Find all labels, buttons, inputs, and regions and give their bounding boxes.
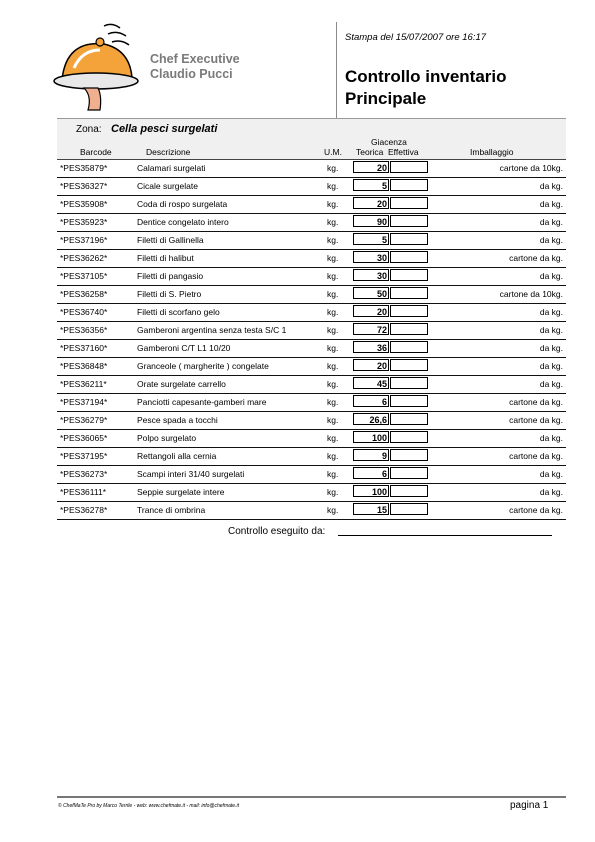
- effettiva-input: [390, 413, 428, 425]
- chef-full-name: Claudio Pucci: [150, 67, 233, 81]
- teorica-cell: 36: [353, 341, 389, 353]
- barcode-cell: *PES36327*: [60, 181, 108, 191]
- teorica-cell: 30: [353, 269, 389, 281]
- description-cell: Panciotti capesante-gamberi mare: [137, 397, 267, 407]
- column-header-um: U.M.: [324, 147, 342, 157]
- um-cell: kg.: [327, 163, 339, 173]
- teorica-cell: 90: [353, 215, 389, 227]
- imballaggio-cell: da kg.: [539, 433, 563, 443]
- teorica-cell: 20: [353, 161, 389, 173]
- imballaggio-cell: da kg.: [539, 487, 563, 497]
- barcode-cell: *PES37105*: [60, 271, 108, 281]
- imballaggio-cell: cartone da 10kg.: [499, 289, 563, 299]
- description-cell: Gamberoni C/T L1 10/20: [137, 343, 231, 353]
- table-row: [57, 304, 566, 322]
- barcode-cell: *PES36278*: [60, 505, 108, 515]
- barcode-cell: *PES36279*: [60, 415, 108, 425]
- table-row: [57, 484, 566, 502]
- teorica-cell: 20: [353, 305, 389, 317]
- barcode-cell: *PES36273*: [60, 469, 108, 479]
- description-cell: Filetti di scorfano gelo: [137, 307, 220, 317]
- column-header-teorica: Teorica: [356, 147, 384, 157]
- imballaggio-cell: da kg.: [539, 469, 563, 479]
- table-row: [57, 250, 566, 268]
- column-header-effettiva: Effettiva: [388, 147, 419, 157]
- effettiva-input: [390, 305, 428, 317]
- teorica-cell: 9: [353, 449, 389, 461]
- column-header-imballaggio: Imballaggio: [470, 147, 514, 157]
- teorica-cell: 20: [353, 359, 389, 371]
- table-row: [57, 178, 566, 196]
- um-cell: kg.: [327, 307, 339, 317]
- imballaggio-cell: cartone da kg.: [509, 505, 563, 515]
- description-cell: Coda di rospo surgelata: [137, 199, 228, 209]
- description-cell: Dentice congelato intero: [137, 217, 229, 227]
- teorica-cell: 5: [353, 179, 389, 191]
- imballaggio-cell: da kg.: [539, 235, 563, 245]
- teorica-cell: 5: [353, 233, 389, 245]
- page-title-line2: Principale: [345, 89, 427, 108]
- barcode-cell: *PES37195*: [60, 451, 108, 461]
- barcode-cell: *PES35879*: [60, 163, 108, 173]
- imballaggio-cell: da kg.: [539, 217, 563, 227]
- description-cell: Filetti di S. Pietro: [137, 289, 202, 299]
- zone-label: Zona:: [76, 124, 102, 135]
- um-cell: kg.: [327, 325, 339, 335]
- description-cell: Filetti di halibut: [137, 253, 194, 263]
- um-cell: kg.: [327, 217, 339, 227]
- description-cell: Calamari surgelati: [137, 163, 206, 173]
- description-cell: Filetti di pangasio: [137, 271, 204, 281]
- barcode-cell: *PES36111*: [60, 487, 106, 497]
- description-cell: Polpo surgelato: [137, 433, 197, 443]
- description-cell: Trance di ombrina: [137, 505, 206, 515]
- description-cell: Scampi interi 31/40 surgelati: [137, 469, 245, 479]
- um-cell: kg.: [327, 397, 339, 407]
- um-cell: kg.: [327, 181, 339, 191]
- um-cell: kg.: [327, 343, 339, 353]
- um-cell: kg.: [327, 505, 339, 515]
- imballaggio-cell: cartone da kg.: [509, 451, 563, 461]
- imballaggio-cell: da kg.: [539, 379, 563, 389]
- description-cell: Filetti di Gallinella: [137, 235, 204, 245]
- column-header-barcode: Barcode: [80, 147, 112, 157]
- effettiva-input: [390, 287, 428, 299]
- um-cell: kg.: [327, 415, 339, 425]
- barcode-cell: *PES37196*: [60, 235, 108, 245]
- teorica-cell: 15: [353, 503, 389, 515]
- imballaggio-cell: cartone da kg.: [509, 397, 563, 407]
- page-title: [345, 66, 507, 110]
- description-cell: Cicale surgelate: [137, 181, 198, 191]
- effettiva-input: [390, 161, 428, 173]
- effettiva-input: [390, 323, 428, 335]
- effettiva-input: [390, 215, 428, 227]
- um-cell: kg.: [327, 289, 339, 299]
- header-divider: [336, 22, 337, 118]
- imballaggio-cell: cartone da 10kg.: [499, 163, 563, 173]
- teorica-cell: 50: [353, 287, 389, 299]
- barcode-cell: *PES36065*: [60, 433, 108, 443]
- barcode-cell: *PES36211*: [60, 379, 107, 389]
- barcode-cell: *PES35923*: [60, 217, 108, 227]
- table-row: [57, 394, 566, 412]
- teorica-cell: 100: [353, 485, 389, 497]
- table-row: [57, 448, 566, 466]
- imballaggio-cell: cartone da kg.: [509, 253, 563, 263]
- table-row: [57, 466, 566, 484]
- table-row: [57, 214, 566, 232]
- table-row: [57, 286, 566, 304]
- teorica-cell: 72: [353, 323, 389, 335]
- table-row: [57, 160, 566, 178]
- barcode-cell: *PES36262*: [60, 253, 108, 263]
- page-title-line1: Controllo inventario: [345, 67, 507, 86]
- imballaggio-cell: da kg.: [539, 199, 563, 209]
- print-timestamp: Stampa del 15/07/2007 ore 16:17: [345, 32, 487, 43]
- effettiva-input: [390, 449, 428, 461]
- um-cell: kg.: [327, 199, 339, 209]
- teorica-cell: 100: [353, 431, 389, 443]
- barcode-cell: *PES36740*: [60, 307, 108, 317]
- effettiva-input: [390, 251, 428, 263]
- imballaggio-cell: cartone da kg.: [509, 415, 563, 425]
- description-cell: Granceole ( margherite ) congelate: [137, 361, 269, 371]
- description-cell: Rettangoli alla cernia: [137, 451, 217, 461]
- table-row: [57, 502, 566, 520]
- table-row: [57, 340, 566, 358]
- um-cell: kg.: [327, 469, 339, 479]
- barcode-cell: *PES37194*: [60, 397, 108, 407]
- effettiva-input: [390, 233, 428, 245]
- teorica-cell: 45: [353, 377, 389, 389]
- footer-divider: [57, 796, 566, 798]
- page-number: pagina 1: [510, 800, 549, 811]
- description-cell: Seppie surgelate intere: [137, 487, 225, 497]
- barcode-cell: *PES35908*: [60, 199, 108, 209]
- um-cell: kg.: [327, 487, 339, 497]
- table-row: [57, 322, 566, 340]
- um-cell: kg.: [327, 235, 339, 245]
- imballaggio-cell: da kg.: [539, 361, 563, 371]
- um-cell: kg.: [327, 253, 339, 263]
- effettiva-input: [390, 179, 428, 191]
- imballaggio-cell: da kg.: [539, 325, 563, 335]
- inventory-table: [57, 160, 566, 520]
- table-row: [57, 196, 566, 214]
- column-header-description: Descrizione: [146, 147, 191, 157]
- imballaggio-cell: da kg.: [539, 181, 563, 191]
- chef-title: Chef Executive: [150, 52, 240, 66]
- effettiva-input: [390, 431, 428, 443]
- um-cell: kg.: [327, 433, 339, 443]
- table-row: [57, 358, 566, 376]
- teorica-cell: 30: [353, 251, 389, 263]
- effettiva-input: [390, 503, 428, 515]
- teorica-cell: 20: [353, 197, 389, 209]
- table-row: [57, 376, 566, 394]
- effettiva-input: [390, 341, 428, 353]
- table-row: [57, 412, 566, 430]
- imballaggio-cell: da kg.: [539, 271, 563, 281]
- effettiva-input: [390, 269, 428, 281]
- effettiva-input: [390, 467, 428, 479]
- signature-line: [338, 535, 552, 536]
- um-cell: kg.: [327, 451, 339, 461]
- signature-label: Controllo eseguito da:: [228, 526, 326, 537]
- effettiva-input: [390, 377, 428, 389]
- imballaggio-cell: da kg.: [539, 307, 563, 317]
- chef-name: [150, 52, 240, 82]
- teorica-cell: 6: [353, 467, 389, 479]
- barcode-cell: *PES36356*: [60, 325, 108, 335]
- barcode-cell: *PES36258*: [60, 289, 108, 299]
- effettiva-input: [390, 197, 428, 209]
- teorica-cell: 26,6: [353, 413, 389, 425]
- table-row: [57, 430, 566, 448]
- effettiva-input: [390, 485, 428, 497]
- imballaggio-cell: da kg.: [539, 343, 563, 353]
- effettiva-input: [390, 359, 428, 371]
- effettiva-input: [390, 395, 428, 407]
- description-cell: Orate surgelate carrello: [137, 379, 226, 389]
- column-header-giacenza: Giacenza: [371, 137, 407, 147]
- table-row: [57, 232, 566, 250]
- description-cell: Gamberoni argentina senza testa S/C 1: [137, 325, 287, 335]
- footer-credit: © ChefMaTe Pro by Marco Terrile - web: www.chefmate.it - mail: info@chefmate.it: [58, 803, 239, 809]
- barcode-cell: *PES37160*: [60, 343, 108, 353]
- um-cell: kg.: [327, 379, 339, 389]
- chef-cloche-icon: [52, 18, 144, 118]
- description-cell: Pesce spada a tocchi: [137, 415, 218, 425]
- teorica-cell: 6: [353, 395, 389, 407]
- um-cell: kg.: [327, 361, 339, 371]
- zone-value: Cella pesci surgelati: [111, 123, 218, 135]
- barcode-cell: *PES36848*: [60, 361, 108, 371]
- um-cell: kg.: [327, 271, 339, 281]
- table-row: [57, 268, 566, 286]
